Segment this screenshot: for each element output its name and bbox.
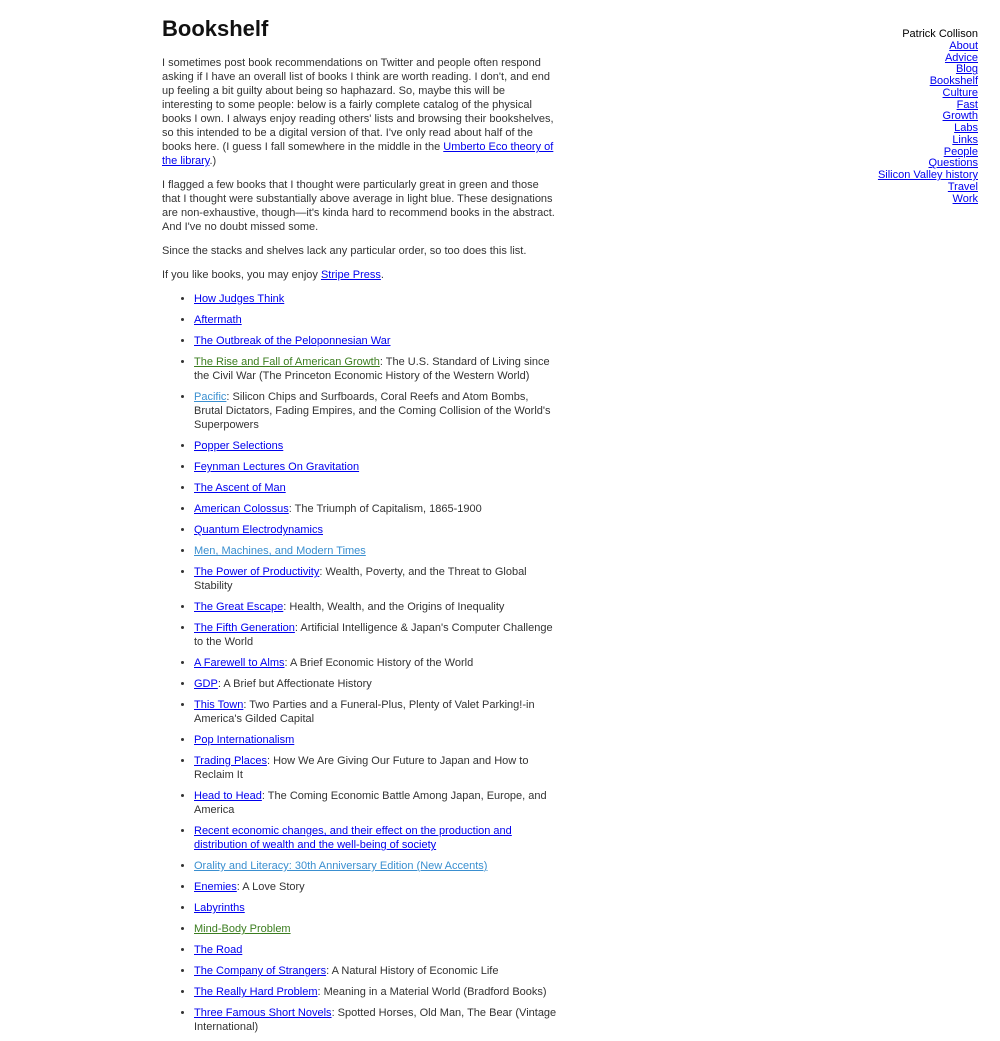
book-title-link[interactable]: The Fifth Generation <box>194 622 295 634</box>
book-title-link[interactable]: Feynman Lectures On Gravitation <box>194 461 360 473</box>
book-title-link[interactable]: Head to Head <box>194 790 262 802</box>
book-title-link[interactable]: Pop Internationalism <box>194 734 295 746</box>
list-item <box>194 355 557 383</box>
book-title-link[interactable]: GDP <box>194 678 218 690</box>
book-title-link[interactable]: The Really Hard Problem <box>194 986 318 998</box>
book-title-link[interactable]: This Town <box>194 699 244 711</box>
list-item <box>194 390 557 432</box>
book-title-link[interactable]: Mind-Body Problem <box>194 923 291 935</box>
list-item <box>194 859 557 873</box>
book-title-link[interactable]: A Farewell to Alms <box>194 657 285 669</box>
book-subtitle: : A Brief but Affectionate History <box>217 678 372 690</box>
nav-link-links[interactable]: Links <box>952 133 978 146</box>
book-subtitle: : A Love Story <box>236 881 305 893</box>
list-item <box>194 698 557 726</box>
list-item <box>194 481 557 495</box>
list-item <box>194 922 557 936</box>
book-title-link[interactable]: American Colossus <box>194 503 289 515</box>
list-item <box>194 621 557 649</box>
book-title-link[interactable]: The Outbreak of the Peloponnesian War <box>194 335 391 347</box>
list-item <box>194 460 557 474</box>
list-item <box>194 502 557 516</box>
list-item <box>194 334 557 348</box>
press-paragraph <box>162 268 557 282</box>
list-item <box>194 824 557 852</box>
press-text: If you like books, you may enjoy <box>162 269 321 281</box>
intro-text: I sometimes post book recommendations on Twitter and people often respond asking if I have an overall list of books I think are worth reading. I don't, and end up feeling a bit guilty about being so haphazard. So, maybe this will be interesting to some people: below is a fairly complete catalog of the physical books I own. I always enjoy reading others' lists and browsing their bookshelves, so this intended to be a digital version of that. I've only read about half of the books here. (I guess I fall somewhere in the middle in the <box>162 57 554 153</box>
book-list <box>162 292 557 1034</box>
main-content <box>162 16 557 1041</box>
nav-link-silicon-valley-history[interactable]: Silicon Valley history <box>877 169 978 181</box>
nav-link-travel[interactable]: Travel <box>947 180 978 193</box>
nav-link-questions[interactable]: Questions <box>928 157 978 170</box>
book-title-link[interactable]: Men, Machines, and Modern Times <box>194 545 366 557</box>
press-text-end: . <box>380 269 384 281</box>
list-item <box>194 313 557 327</box>
list-item <box>194 439 557 453</box>
list-item <box>194 523 557 537</box>
list-item <box>194 789 557 817</box>
site-nav <box>878 29 978 205</box>
list-item <box>194 880 557 894</box>
book-title-link[interactable]: The Great Escape <box>194 601 284 613</box>
book-subtitle: : The Triumph of Capitalism, 1865-1900 <box>288 503 482 515</box>
list-item <box>194 901 557 915</box>
site-owner-name: Patrick Collison <box>902 28 978 40</box>
nav-link-blog[interactable]: Blog <box>955 63 978 76</box>
book-title-link[interactable]: Popper Selections <box>194 440 284 452</box>
umberto-eco-link[interactable]: Umberto Eco theory of the library <box>162 141 554 167</box>
nav-link-advice[interactable]: Advice <box>944 51 978 64</box>
list-item <box>194 964 557 978</box>
list-item <box>194 677 557 691</box>
list-item <box>194 656 557 670</box>
book-subtitle: : Silicon Chips and Surfboards, Coral Reefs and Atom Bombs, Brutal Dictators, Fading Empires, and the Coming Collision of the World's Superpowers <box>194 391 551 431</box>
book-subtitle: : The Coming Economic Battle Among Japan, Europe, and America <box>194 790 547 816</box>
page-title: Bookshelf <box>162 16 269 41</box>
list-item <box>194 292 557 306</box>
nav-link-labs[interactable]: Labs <box>954 122 978 134</box>
nav-link-culture[interactable]: Culture <box>942 86 978 99</box>
list-item <box>194 754 557 782</box>
book-title-link[interactable]: Aftermath <box>194 314 242 326</box>
book-subtitle: : A Natural History of Economic Life <box>326 965 499 977</box>
book-title-link[interactable]: The Road <box>194 944 243 956</box>
list-item <box>194 1006 557 1034</box>
book-title-link[interactable]: Pacific <box>194 391 227 403</box>
book-subtitle: : Health, Wealth, and the Origins of Inequality <box>283 601 505 613</box>
book-subtitle: : Wealth, Poverty, and the Threat to Global Stability <box>194 566 527 592</box>
book-title-link[interactable]: Quantum Electrodynamics <box>194 524 323 536</box>
book-subtitle: : Spotted Horses, Old Man, The Bear (Vintage International) <box>194 1007 557 1033</box>
book-subtitle: : The U.S. Standard of Living since the Civil War (The Princeton Economic History of the Western World) <box>194 356 550 382</box>
book-title-link[interactable]: Three Famous Short Novels <box>194 1007 332 1019</box>
book-title-link[interactable]: The Power of Productivity <box>194 566 320 578</box>
list-item <box>194 943 557 957</box>
nav-link-fast[interactable]: Fast <box>956 98 978 111</box>
book-subtitle: : How We Are Giving Our Future to Japan and How to Reclaim It <box>194 755 529 781</box>
flagged-paragraph: I flagged a few books that I thought were particularly great in green and those that I thought were substantially above average in light blue. These designations are non-exhaustive, though—it's kinda hard to recommend books in the abstract. And I've no doubt missed some. <box>162 179 555 233</box>
order-paragraph: Since the stacks and shelves lack any particular order, so too does this list. <box>162 245 527 257</box>
book-subtitle: : Meaning in a Material World (Bradford Books) <box>317 986 547 998</box>
intro-text-end: .) <box>209 155 217 167</box>
book-title-link[interactable]: Recent economic changes, and their effect on the production and distribution of wealth and the well-being of society <box>194 825 512 851</box>
book-title-link[interactable]: Trading Places <box>194 755 267 767</box>
intro-paragraph <box>162 56 557 168</box>
nav-link-people[interactable]: People <box>943 145 978 158</box>
book-title-link[interactable]: The Company of Strangers <box>194 965 327 977</box>
list-item <box>194 565 557 593</box>
stripe-press-link[interactable]: Stripe Press <box>320 269 381 281</box>
nav-link-about[interactable]: About <box>949 39 978 52</box>
book-title-link[interactable]: Labyrinths <box>194 902 245 914</box>
book-title-link[interactable]: The Ascent of Man <box>194 482 286 494</box>
book-title-link[interactable]: The Rise and Fall of American Growth <box>194 356 380 368</box>
book-subtitle: : Two Parties and a Funeral-Plus, Plenty of Valet Parking!-in America's Gilded Capital <box>194 699 535 725</box>
list-item <box>194 600 557 614</box>
nav-link-work[interactable]: Work <box>952 192 978 205</box>
book-title-link[interactable]: Enemies <box>194 881 237 893</box>
book-subtitle: : A Brief Economic History of the World <box>284 657 474 669</box>
book-subtitle: : Artificial Intelligence & Japan's Computer Challenge to the World <box>194 622 553 648</box>
nav-link-growth[interactable]: Growth <box>942 110 978 123</box>
list-item <box>194 733 557 747</box>
list-item <box>194 985 557 999</box>
book-title-link[interactable]: Orality and Literacy: 30th Anniversary Edition (New Accents) <box>194 860 488 872</box>
list-item <box>194 544 557 558</box>
nav-link-bookshelf[interactable]: Bookshelf <box>929 75 978 87</box>
book-title-link[interactable]: How Judges Think <box>194 293 285 305</box>
